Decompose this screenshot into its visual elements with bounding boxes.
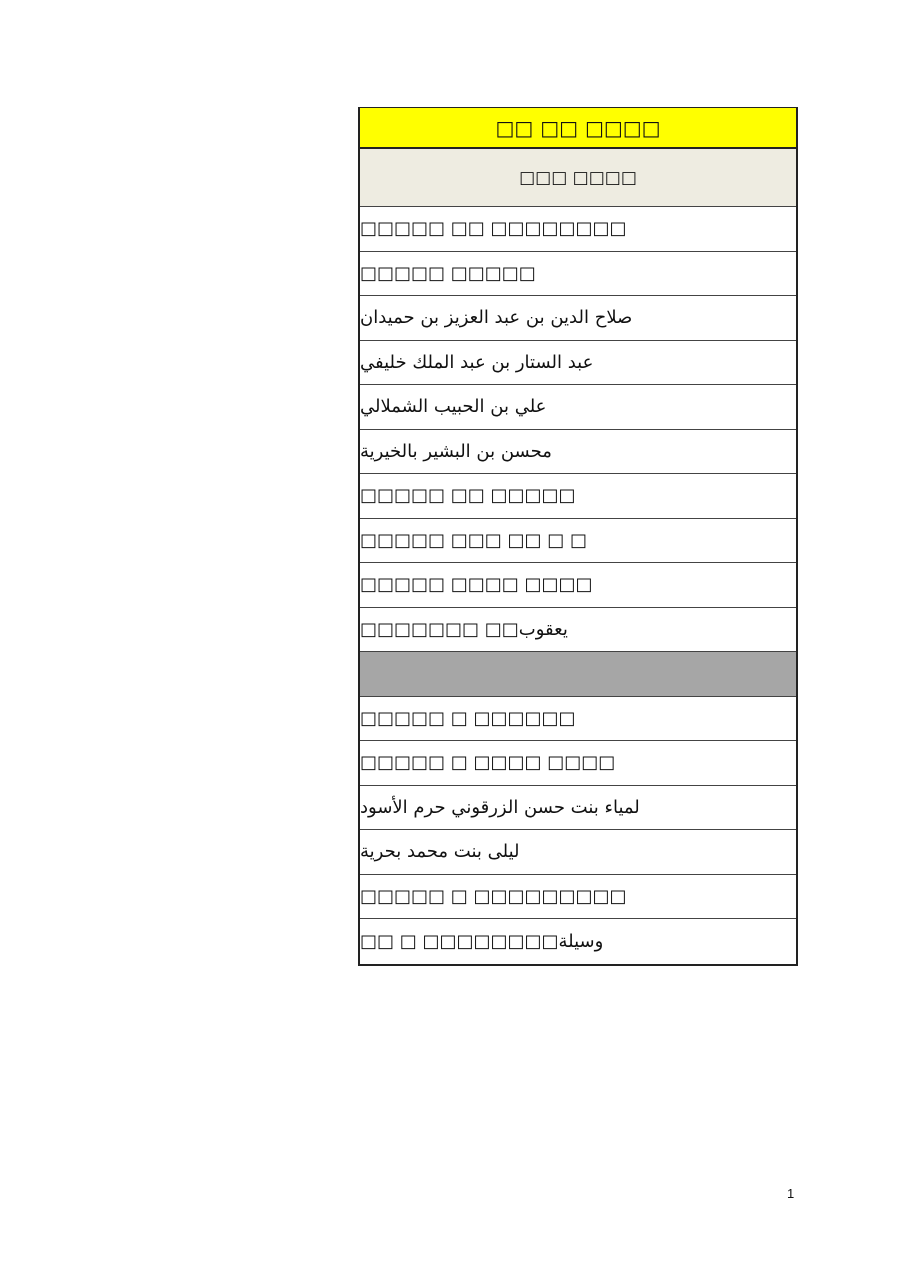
row-text: عبد الستار بن عبد الملك خليفي: [360, 351, 594, 373]
page-number: 1: [787, 1186, 795, 1201]
row-text: وسيلة□□□□□□□□ □ □□: [360, 930, 604, 952]
table-title: [360, 108, 796, 149]
table-row: [360, 563, 796, 608]
row-text: يعقوب□□ □□□□□□□: [360, 618, 568, 640]
row-text: ليلى بنت محمد بحرية: [360, 841, 520, 863]
row-text: علي بن الحبيب الشملالي: [360, 396, 547, 418]
table-row: [360, 474, 796, 519]
table-title-text: □□□□ □□ □□: [495, 115, 661, 140]
row-text: □□□□□□□□ □□ □□□□□: [360, 218, 627, 240]
row-text: □□□□□□□□□ □ □□□□□: [360, 885, 627, 907]
row-text: صلاح الدين بن عبد العزيز بن حميدان: [360, 307, 633, 329]
table-row: [360, 875, 796, 920]
table-row: [360, 341, 796, 386]
names-table: [358, 107, 798, 966]
table-subtitle-text: □□□□ □□□: [519, 167, 637, 188]
table-row: [360, 697, 796, 742]
row-text: □□□□□ □□□□□: [360, 262, 536, 284]
table-row: [360, 608, 796, 653]
table-row: [360, 296, 796, 341]
table-row: [360, 786, 796, 831]
table-row: [360, 830, 796, 875]
table-row: [360, 741, 796, 786]
table-row: [360, 519, 796, 564]
table-row: [360, 385, 796, 430]
table-row: [360, 252, 796, 297]
row-text: □□□□□□ □ □□□□□: [360, 707, 576, 729]
row-text: □□□□ □□□□ □□□□□: [360, 574, 593, 596]
row-text: □ □ □□ □□□ □□□□□: [360, 529, 587, 551]
section-separator-row: [360, 652, 796, 697]
table-subtitle: [360, 149, 796, 207]
table-row: [360, 919, 796, 964]
row-text: لمياء بنت حسن الزرقوني حرم الأسود: [360, 796, 640, 818]
table-row: [360, 207, 796, 252]
row-text: □□□□ □□□□ □ □□□□□: [360, 752, 616, 774]
table-row: [360, 430, 796, 475]
row-text: □□□□□ □□ □□□□□: [360, 485, 576, 507]
row-text: محسن بن البشير بالخيرية: [360, 440, 552, 462]
